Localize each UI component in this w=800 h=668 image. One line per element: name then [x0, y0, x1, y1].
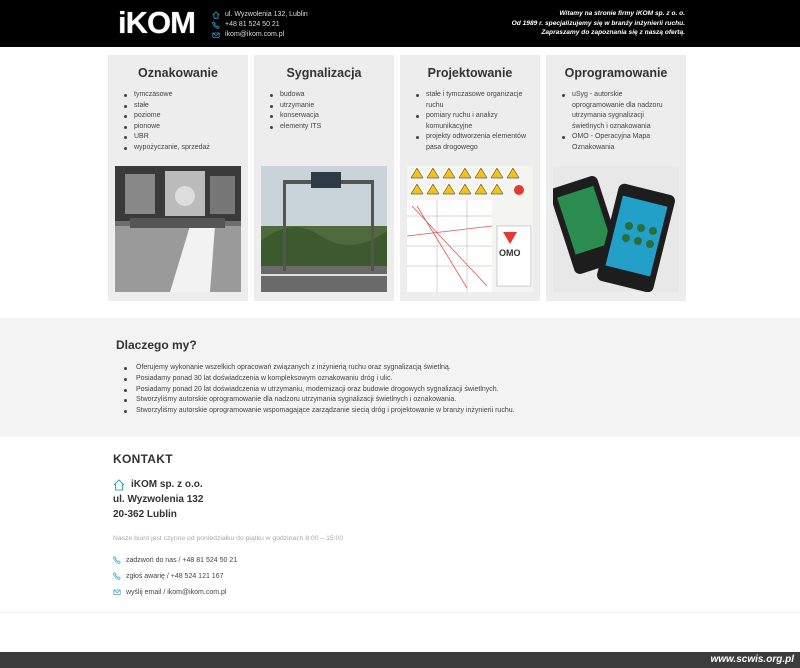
list-item: Posiadamy ponad 20 lat doświadczenia w utrzymaniu, modernizacji oraz budowie drogowych sygnalizacji świetlnych. — [124, 385, 515, 396]
header-address-row — [212, 10, 308, 20]
service-list — [124, 90, 248, 154]
company-address — [113, 477, 713, 522]
header-address: ul. Wyzwolenia 132, Lublin — [225, 11, 308, 18]
list-item: stałe — [124, 101, 236, 112]
service-list — [562, 90, 686, 154]
welcome-text — [385, 9, 685, 38]
software-phones-photo — [553, 166, 679, 292]
service-card-sygnalizacja[interactable] — [254, 55, 394, 301]
company-street: ul. Wyzwolenia 132 — [113, 494, 204, 505]
company-name-row — [113, 477, 713, 492]
contact-section — [113, 452, 713, 600]
list-item: Posiadamy ponad 30 lat doświadczenia w kompleksowym oznakowaniu dróg i ulic. — [124, 374, 515, 385]
call-link[interactable] — [113, 552, 713, 568]
company-name: iKOM sp. z o.o. — [131, 479, 203, 490]
service-title: Oznakowanie — [138, 66, 218, 80]
footer-bar — [0, 652, 800, 668]
phone-icon — [113, 556, 121, 564]
list-item: OMO - Operacyjna Mapa Oznakowania — [562, 132, 674, 153]
list-item: utrzymanie — [270, 101, 382, 112]
office-hours: Nasze biuro jest czynne od poniedziałku do piątku w godzinach 8:00 – 15:00 — [113, 535, 344, 542]
welcome-line-3: Zapraszamy do zapoznania się z naszą ofertą. — [541, 29, 685, 36]
phone-icon — [212, 21, 220, 29]
company-city: 20-362 Lublin — [113, 509, 177, 520]
call-text: zadzwoń do nas / +48 81 524 50 21 — [126, 556, 238, 564]
welcome-line-1: Witamy na stronie firmy iKOM sp. z o. o. — [559, 10, 685, 17]
ikom-logo[interactable] — [118, 6, 198, 40]
list-item: Oferujemy wykonanie wszelkich opracowań związanych z inżynierią ruchu oraz sygnalizacją świetlną. — [124, 363, 515, 374]
road-signs-plan-image — [407, 166, 533, 292]
road-marking-photo — [115, 166, 241, 292]
list-item: konserwacja — [270, 111, 382, 122]
mail-icon — [113, 588, 121, 596]
service-card-oznakowanie[interactable] — [108, 55, 248, 301]
header-contact — [212, 10, 308, 40]
logo-text: iKOM — [118, 5, 195, 40]
phone-icon — [113, 572, 121, 580]
list-item: UBR — [124, 132, 236, 143]
list-item: elementy ITS — [270, 122, 382, 133]
list-item: poziome — [124, 111, 236, 122]
service-title: Sygnalizacja — [286, 66, 362, 80]
header-email: ikom@ikom.com.pl — [225, 31, 285, 38]
watermark: www.scwis.org.pl — [710, 654, 794, 665]
list-item: Stworzyliśmy autorskie oprogramowanie wspomagające zarządzanie siecią dróg i projektowanie w branży inżynierii ruchu. — [124, 406, 515, 417]
list-item: stałe i tymczasowe organizacje ruchu — [416, 90, 528, 111]
list-item: uSyg - autorskie oprogramowanie dla nadzoru utrzymania sygnalizacji świetlnych i oznakowania — [562, 90, 674, 132]
list-item: tymczasowe — [124, 90, 236, 101]
site-header — [0, 0, 800, 47]
list-item: budowa — [270, 90, 382, 101]
service-title: Oprogramowanie — [564, 66, 668, 80]
header-email-row[interactable] — [212, 30, 308, 40]
welcome-line-2: Od 1989 r. specjalizujemy się w branży inżynierii ruchu. — [511, 19, 685, 27]
divider — [0, 612, 800, 613]
contact-lines — [113, 552, 713, 600]
header-phone: +48 81 524 50 21 — [225, 21, 280, 28]
email-text: wyślij email / ikom@ikom.com.pl — [126, 588, 227, 596]
email-link[interactable] — [113, 584, 713, 600]
mail-icon — [212, 31, 220, 39]
list-item: pionowe — [124, 122, 236, 133]
service-card-projektowanie[interactable] — [400, 55, 540, 301]
header-phone-row[interactable] — [212, 20, 308, 30]
why-us-title: Dlaczego my? — [116, 338, 197, 352]
svg-text:OMO: OMO — [499, 248, 521, 258]
service-card-oprogramowanie[interactable] — [546, 55, 686, 301]
home-icon — [113, 479, 125, 491]
list-item: Stworzyliśmy autorskie oprogramowanie dla nadzoru utrzymania sygnalizacji świetlnych i oznakowania. — [124, 395, 515, 406]
service-list — [270, 90, 394, 132]
list-item: pomiary ruchu i analizy komunikacyjne — [416, 111, 528, 132]
service-list — [416, 90, 540, 154]
gantry-sign-photo — [261, 166, 387, 292]
list-item: projekty odtworzenia elementów pasa drogowego — [416, 132, 528, 153]
list-item: wypożyczanie, sprzedaż — [124, 143, 236, 154]
contact-title: KONTAKT — [113, 452, 173, 466]
service-title: Projektowanie — [427, 66, 513, 80]
home-icon — [212, 11, 220, 19]
why-us-section — [0, 318, 800, 437]
services-section — [108, 55, 686, 301]
failure-text: zgłoś awarię / +48 524 121 167 — [126, 572, 224, 580]
failure-link[interactable] — [113, 568, 713, 584]
why-us-list — [124, 363, 515, 417]
